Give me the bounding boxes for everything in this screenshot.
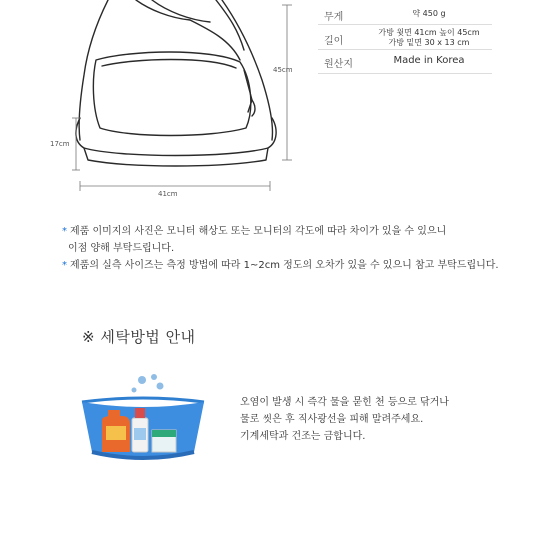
note-text: 제품의 실측 사이즈는 측정 방법에 따라 1~2cm 정도의 오차가 있을 수 있으니 참고 부탁드립니다. (70, 260, 499, 271)
wash-instruction-line: 기계세탁과 건조는 금합니다. (240, 431, 366, 442)
spec-divider (318, 49, 492, 50)
spec-divider (318, 24, 492, 25)
note-text: 제품 이미지의 사진은 모니터 해상도 또는 모니터의 각도에 따라 차이가 있을 수 있으니 (70, 226, 447, 237)
spec-divider (318, 73, 492, 74)
spec-label-length: 길이 (324, 36, 344, 47)
note-monitor (62, 222, 446, 237)
backpack-illustration (40, 0, 300, 205)
wash-title: ※ 세탁방법 안내 (82, 328, 196, 346)
depth-dimension-label: 17cm (50, 140, 70, 148)
width-dimension-label: 41cm (158, 190, 178, 198)
spec-value-origin: Made in Korea (393, 55, 465, 66)
spec-row-origin (318, 51, 492, 73)
note-marker: * (62, 226, 67, 237)
note-text: 이점 양해 부탁드립니다. (68, 243, 175, 254)
wash-instruction-line: 오염이 발생 시 즉각 물을 묻힌 천 등으로 닦거나 (240, 397, 449, 408)
note-size (62, 256, 499, 271)
spec-row-length (318, 26, 492, 48)
spec-value-length-2: 가방 밑면 30 x 13 cm (388, 38, 470, 47)
washing-basin-icon (78, 372, 208, 466)
note-marker: * (62, 260, 67, 271)
spec-value-weight: 약 450 g (412, 9, 446, 18)
wash-instruction-line: 물로 씻은 후 직사광선을 피해 말려주세요. (240, 414, 424, 425)
spec-label-origin: 원산지 (324, 59, 353, 70)
height-dimension-label: 45cm (273, 66, 293, 74)
spec-row-weight (318, 4, 492, 26)
note-monitor-cont (68, 239, 174, 254)
spec-value-length-1: 가방 윗면 41cm 높이 45cm (378, 28, 480, 37)
spec-label-weight: 무게 (324, 12, 344, 23)
